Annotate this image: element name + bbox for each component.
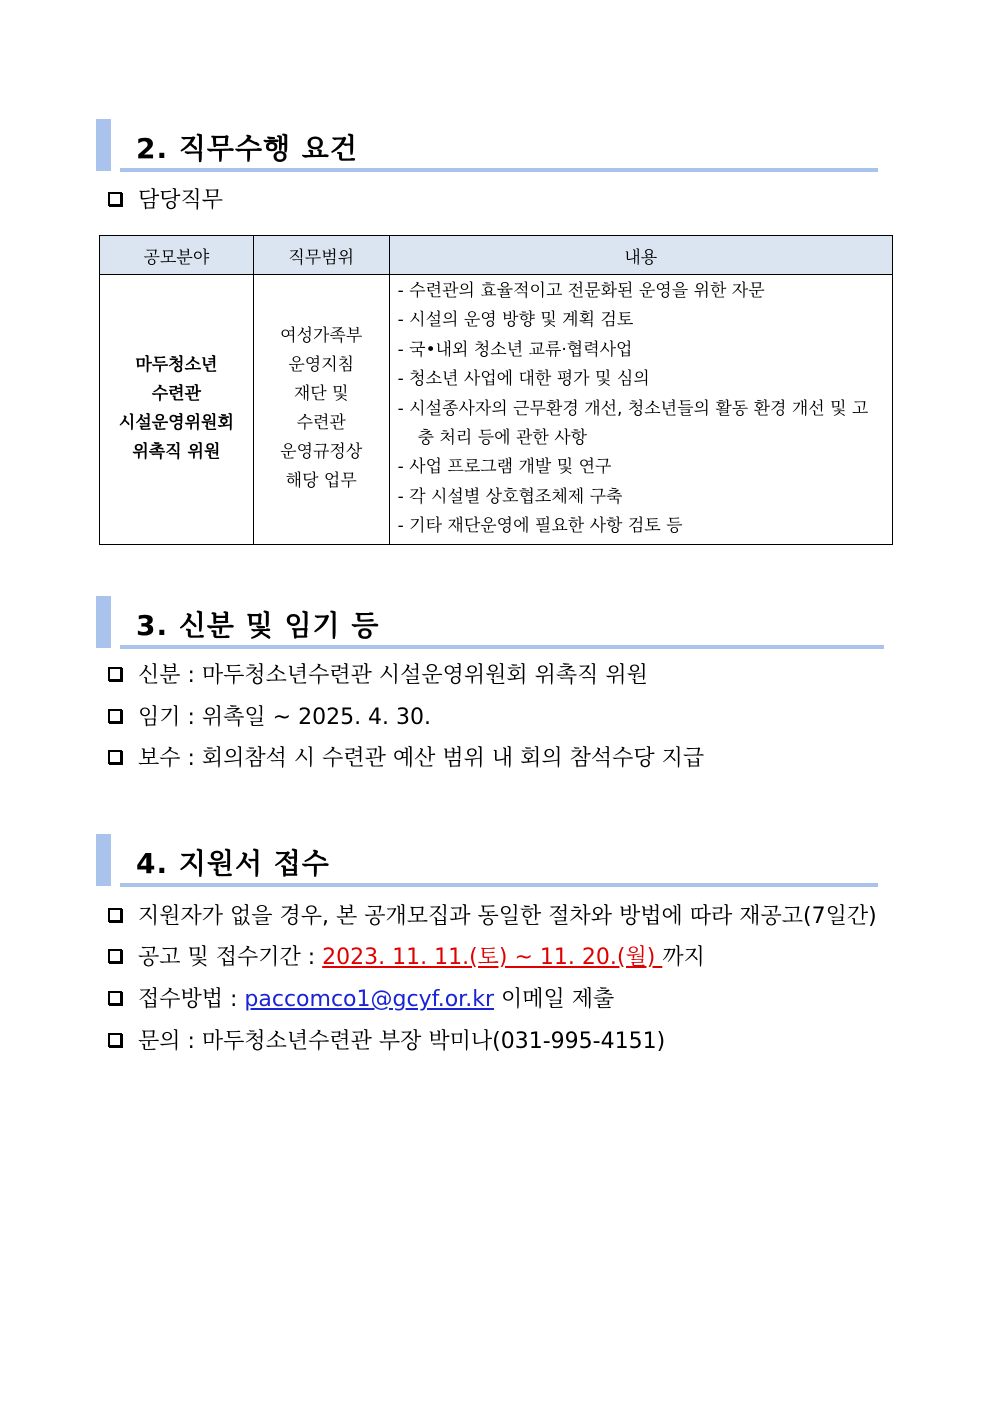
field-line: 시설운영위원회 bbox=[118, 413, 234, 434]
content-item: - 시설종사자의 근무환경 개선, 청소년들의 활동 환경 개선 및 고충 처리 등에 관한 사항 bbox=[397, 398, 869, 449]
email-link[interactable]: paccomco1@gcyf.or.kr bbox=[244, 987, 494, 1012]
heading-accent-bar bbox=[96, 596, 111, 648]
checkbox-bullet-icon bbox=[108, 991, 122, 1005]
section-3-heading bbox=[96, 596, 884, 652]
field-line: 마두청소년 bbox=[135, 355, 218, 376]
list-item bbox=[108, 985, 614, 1015]
duty-subtitle-text: 담당직무 bbox=[138, 188, 224, 213]
duty-table bbox=[99, 235, 893, 545]
pay-text: 보수 : 회의참석 시 수련관 예산 범위 내 회의 참석수당 지급 bbox=[138, 746, 705, 771]
field-cell bbox=[100, 275, 254, 545]
list-item bbox=[108, 661, 648, 691]
checkbox-bullet-icon bbox=[108, 949, 122, 963]
content-cell bbox=[389, 275, 892, 545]
heading-underline bbox=[120, 883, 878, 887]
scope-line: 여성가족부 bbox=[280, 326, 363, 347]
term-text: 임기 : 위촉일 ~ 2025. 4. 30. bbox=[138, 705, 432, 730]
header-content: 내용 bbox=[389, 236, 892, 275]
period-label: 공고 및 접수기간 : bbox=[138, 945, 323, 970]
field-line: 수련관 bbox=[151, 384, 202, 405]
checkbox-bullet-icon bbox=[108, 709, 122, 723]
section-2-heading bbox=[96, 119, 878, 175]
list-item bbox=[108, 703, 431, 733]
checkbox-bullet-icon bbox=[108, 667, 122, 681]
heading-accent-bar bbox=[96, 834, 111, 886]
list-item bbox=[108, 902, 877, 932]
content-item: - 국•내외 청소년 교류·협력사업 bbox=[397, 339, 633, 360]
section-2-title: 2. 직무수행 요건 bbox=[136, 132, 358, 165]
section-4-heading bbox=[96, 834, 878, 890]
period-dates: 2023. 11. 11.(토) ~ 11. 20.(월) bbox=[322, 945, 663, 970]
scope-line: 수련관 bbox=[296, 413, 346, 434]
list-item bbox=[108, 1027, 665, 1057]
heading-underline bbox=[120, 645, 884, 649]
period-suffix: 까지 bbox=[662, 945, 705, 970]
scope-line: 운영지침 bbox=[288, 355, 355, 376]
content-item: - 기타 재단운영에 필요한 사항 검토 등 bbox=[397, 516, 683, 537]
content-item: - 수련관의 효율적이고 전문화된 운영을 위한 자문 bbox=[397, 281, 765, 301]
content-item: - 각 시설별 상호협조체제 구축 bbox=[397, 486, 623, 507]
scope-line: 해당 업무 bbox=[285, 471, 357, 492]
list-item bbox=[108, 943, 705, 973]
content-item: - 시설의 운영 방향 및 계획 검토 bbox=[397, 310, 634, 331]
contact-text: 문의 : 마두청소년수련관 부장 박미나(031-995-4151) bbox=[138, 1029, 666, 1054]
list-item bbox=[108, 744, 704, 774]
field-line: 위촉직 위원 bbox=[132, 442, 221, 463]
scope-cell bbox=[253, 275, 389, 545]
checkbox-bullet-icon bbox=[108, 192, 122, 206]
readvertise-text: 지원자가 없을 경우, 본 공개모집과 동일한 절차와 방법에 따라 재공고(7일간) bbox=[138, 904, 877, 929]
table-row bbox=[100, 275, 893, 545]
section-4-title: 4. 지원서 접수 bbox=[136, 847, 330, 880]
scope-line: 운영규정상 bbox=[280, 442, 363, 463]
checkbox-bullet-icon bbox=[108, 750, 122, 764]
header-scope: 직무범위 bbox=[253, 236, 389, 275]
header-field: 공모분야 bbox=[100, 236, 254, 275]
checkbox-bullet-icon bbox=[108, 908, 122, 922]
heading-accent-bar bbox=[96, 119, 111, 171]
method-suffix: 이메일 제출 bbox=[493, 987, 615, 1012]
checkbox-bullet-icon bbox=[108, 1033, 122, 1047]
content-item: - 청소년 사업에 대한 평가 및 심의 bbox=[397, 369, 650, 390]
table-header-row bbox=[100, 236, 893, 275]
status-text: 신분 : 마두청소년수련관 시설운영위원회 위촉직 위원 bbox=[138, 663, 648, 688]
scope-line: 재단 및 bbox=[293, 384, 349, 405]
duty-subtitle bbox=[108, 186, 223, 216]
section-3-title: 3. 신분 및 임기 등 bbox=[136, 609, 380, 642]
content-item: - 사업 프로그램 개발 및 연구 bbox=[397, 457, 612, 478]
heading-underline bbox=[120, 168, 878, 172]
method-label: 접수방법 : bbox=[138, 987, 245, 1012]
